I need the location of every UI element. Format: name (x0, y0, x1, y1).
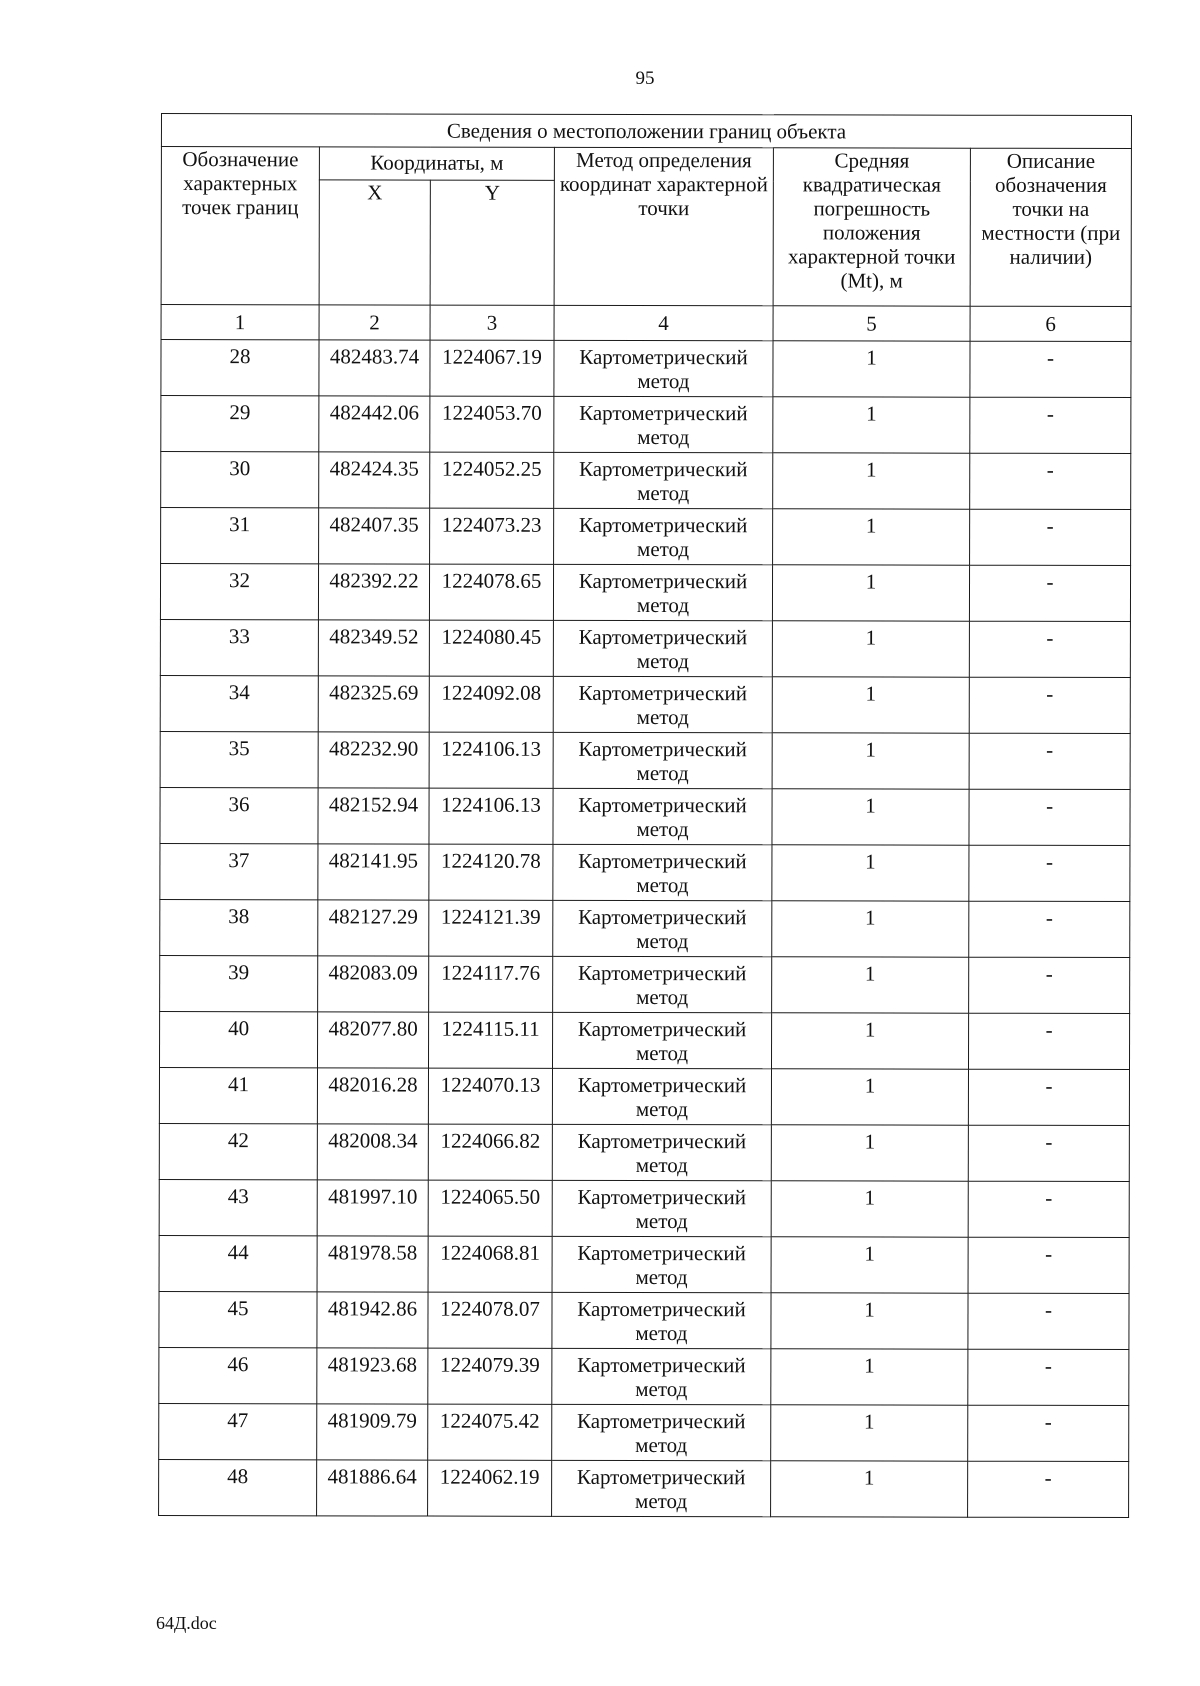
cell-description-text: - (1046, 625, 1054, 650)
header-x: X (319, 180, 430, 305)
cell-method (552, 1124, 771, 1180)
cell-method (553, 1012, 772, 1068)
header-y: Y (430, 180, 554, 305)
table-title: Сведения о местоположении границ объекта (161, 114, 1131, 149)
column-number: 5 (773, 306, 970, 341)
cell-method (552, 1348, 771, 1404)
cell-point (160, 675, 318, 731)
cell-error-text: 1 (865, 849, 876, 874)
cell-error (772, 565, 969, 621)
cell-method-text: Картометрический метод (579, 400, 748, 450)
cell-description (968, 1125, 1129, 1181)
cell-y-text: 1224062.19 (439, 1464, 540, 1489)
column-number: 4 (554, 305, 773, 340)
cell-description-text: - (1046, 737, 1054, 762)
cell-error-text: 1 (865, 569, 877, 594)
cell-y (429, 620, 553, 676)
cell-error (771, 1405, 968, 1461)
table-row (160, 955, 1130, 1013)
cell-point (161, 452, 319, 508)
cell-error (772, 789, 969, 845)
cell-x (318, 732, 429, 788)
table-row (160, 564, 1130, 622)
cell-description (968, 1405, 1129, 1461)
table-row (160, 843, 1130, 901)
cell-x-text: 482442.06 (329, 400, 420, 425)
cell-x (317, 1348, 428, 1404)
cell-description-text: - (1046, 793, 1054, 818)
header-point: Обозначение характерных точек границ (161, 147, 319, 305)
cell-y-text: 1224078.65 (441, 568, 542, 593)
table-row (159, 1235, 1129, 1293)
cell-method (553, 732, 772, 788)
cell-y-text: 1224079.39 (439, 1352, 540, 1377)
cell-point (160, 731, 318, 787)
cell-point-text: 40 (228, 1016, 250, 1041)
cell-point (161, 396, 319, 452)
cell-description (969, 621, 1130, 677)
cell-x (319, 396, 430, 452)
cell-x (318, 788, 429, 844)
cell-description-text: - (1044, 1409, 1052, 1434)
cell-x-text: 482483.74 (329, 344, 420, 369)
cell-method-text: Картометрический метод (578, 680, 748, 730)
cell-point (160, 899, 318, 955)
cell-point (160, 955, 318, 1011)
cell-error (772, 621, 969, 677)
cell-y (429, 564, 553, 620)
cell-error (773, 341, 970, 397)
cell-y (428, 1124, 552, 1180)
cell-description-text: - (1045, 1129, 1053, 1154)
cell-y (429, 844, 553, 900)
column-number: 3 (430, 305, 554, 340)
cell-description (970, 341, 1131, 397)
cell-method-text: Картометрический метод (577, 1184, 746, 1234)
cell-y-text: 1224066.82 (440, 1128, 541, 1153)
cell-point-text: 32 (228, 568, 251, 593)
cell-description (970, 509, 1131, 565)
cell-point-text: 48 (227, 1464, 249, 1489)
cell-y (429, 956, 553, 1012)
cell-error-text: 1 (863, 1409, 875, 1434)
cell-description (970, 453, 1131, 509)
column-number: 1 (161, 305, 319, 340)
cell-description (969, 789, 1130, 845)
cell-method-text: Картометрический метод (578, 512, 748, 562)
cell-y (428, 1292, 552, 1348)
cell-error-text: 1 (865, 905, 876, 930)
cell-point-text: 43 (227, 1184, 249, 1209)
cell-method (553, 620, 772, 676)
header-error: Средняя квадратическая погрешность положения характерной точки (Mt), м (773, 148, 970, 306)
table-row (159, 1067, 1129, 1125)
cell-description (969, 733, 1130, 789)
cell-x-text: 482077.80 (328, 1016, 418, 1041)
cell-method-text: Картометрический метод (576, 1464, 746, 1514)
cell-x (317, 1236, 428, 1292)
cell-y (428, 1348, 552, 1404)
cell-error-text: 1 (864, 1073, 876, 1098)
table-row (160, 675, 1130, 733)
cell-x-text: 482141.95 (328, 848, 419, 873)
cell-method-text: Картометрический метод (578, 848, 747, 898)
cell-y (429, 788, 553, 844)
cell-description (969, 565, 1130, 621)
cell-point (160, 1011, 318, 1067)
cell-y-text: 1224075.42 (439, 1408, 540, 1433)
cell-description (968, 1181, 1129, 1237)
cell-y (428, 1460, 552, 1516)
cell-error (771, 1461, 968, 1517)
cell-error (772, 845, 969, 901)
cell-point (159, 1179, 317, 1235)
cell-point-text: 37 (228, 848, 250, 873)
table-row (159, 1179, 1129, 1237)
cell-method-text: Картометрический метод (578, 624, 748, 674)
cell-method-text: Картометрический метод (578, 456, 748, 506)
cell-description (968, 1237, 1129, 1293)
cell-method (553, 844, 772, 900)
cell-x-text: 482127.29 (328, 904, 418, 929)
cell-point-text: 28 (229, 344, 251, 369)
cell-x-text: 482008.34 (328, 1128, 418, 1153)
cell-method (553, 676, 772, 732)
cell-y (430, 340, 554, 396)
cell-y (430, 452, 554, 508)
cell-method-text: Картометрический метод (577, 1072, 747, 1122)
cell-x-text: 481909.79 (327, 1408, 417, 1433)
cell-description (968, 1069, 1129, 1125)
table-row (159, 1403, 1129, 1461)
cell-error-text: 1 (864, 1017, 876, 1042)
cell-point (160, 619, 318, 675)
header-description: Описание обозначения точки на местности (при наличии) (970, 148, 1131, 306)
cell-description-text: - (1046, 345, 1055, 370)
cell-y-text: 1224080.45 (441, 624, 542, 649)
cell-error (772, 901, 969, 957)
cell-y-text: 1224106.13 (441, 736, 542, 761)
table-row (159, 1347, 1129, 1405)
cell-x (319, 452, 430, 508)
cell-error-text: 1 (865, 681, 877, 706)
cell-point (159, 1459, 317, 1515)
cell-description (970, 397, 1131, 453)
cell-y (430, 508, 554, 564)
cell-x (318, 900, 429, 956)
cell-x-text: 482424.35 (329, 456, 419, 481)
cell-x-text: 481886.64 (327, 1464, 417, 1489)
cell-y-text: 1224120.78 (441, 848, 541, 873)
cell-description (969, 845, 1130, 901)
cell-y-text: 1224052.25 (441, 456, 542, 481)
cell-y (429, 900, 553, 956)
cell-description-text: - (1045, 905, 1053, 930)
cell-y-text: 1224115.11 (441, 1016, 540, 1041)
cell-point-text: 30 (229, 456, 251, 481)
cell-method (552, 1068, 771, 1124)
cell-method-text: Картометрический метод (577, 1408, 746, 1458)
cell-y-text: 1224067.19 (442, 344, 542, 369)
cell-description-text: - (1046, 569, 1054, 594)
cell-method-text: Картометрический метод (577, 1240, 746, 1290)
cell-y (429, 676, 553, 732)
cell-point (159, 1123, 317, 1179)
cell-error-text: 1 (865, 793, 876, 818)
cell-x (317, 1292, 428, 1348)
cell-method-text: Картометрический метод (577, 1128, 747, 1178)
cell-error (771, 1293, 968, 1349)
cell-error (773, 453, 970, 509)
cell-y-text: 1224065.50 (440, 1184, 541, 1209)
cell-y-text: 1224092.08 (441, 680, 542, 705)
column-number: 2 (319, 305, 430, 340)
cell-description-text: - (1045, 1017, 1053, 1042)
cell-y-text: 1224078.07 (440, 1296, 540, 1321)
cell-x-text: 482232.90 (329, 736, 419, 761)
cell-error-text: 1 (866, 401, 877, 426)
cell-y-text: 1224106.13 (441, 792, 541, 817)
cell-y (428, 1068, 552, 1124)
cell-description-text: - (1046, 513, 1054, 538)
cell-description-text: - (1045, 849, 1053, 874)
table-row (160, 787, 1130, 845)
cell-error-text: 1 (865, 513, 877, 538)
cell-method (552, 1404, 771, 1460)
header-method: Метод определения координат характерной точки (554, 147, 773, 305)
cell-method-text: Картометрический метод (577, 960, 747, 1010)
cell-point-text: 38 (228, 904, 250, 929)
cell-x-text: 481978.58 (327, 1240, 418, 1265)
cell-method-text: Картометрический метод (577, 1352, 746, 1402)
cell-method-text: Картометрический метод (578, 568, 748, 618)
cell-x-text: 482407.35 (329, 512, 419, 537)
cell-method (552, 1460, 771, 1516)
cell-description (969, 957, 1130, 1013)
cell-y (429, 732, 553, 788)
cell-point (161, 340, 319, 396)
cell-x (318, 676, 429, 732)
cell-x-text: 481997.10 (328, 1184, 418, 1209)
cell-x-text: 482152.94 (328, 792, 419, 817)
cell-error (771, 1013, 968, 1069)
boundary-coordinates-table (158, 113, 1132, 1518)
cell-point (161, 508, 319, 564)
cell-method-text: Картометрический метод (577, 1296, 746, 1346)
cell-error-text: 1 (866, 345, 877, 370)
cell-x-text: 482325.69 (329, 680, 419, 705)
header-coordinates: Координаты, м (319, 147, 554, 180)
table-row (161, 508, 1131, 566)
cell-error-text: 1 (864, 1185, 876, 1210)
table-row (160, 1011, 1130, 1069)
cell-point-text: 33 (228, 624, 250, 649)
cell-point (159, 1403, 317, 1459)
cell-method (554, 396, 773, 452)
cell-error-text: 1 (865, 737, 876, 762)
cell-error (773, 397, 970, 453)
cell-x (317, 1460, 428, 1516)
cell-point-text: 34 (228, 680, 250, 705)
cell-method (553, 788, 772, 844)
cell-method (553, 564, 772, 620)
boundary-table-wrapper (158, 113, 1132, 1518)
cell-method-text: Картометрический метод (577, 1016, 747, 1066)
cell-y (430, 396, 554, 452)
cell-description (968, 1461, 1129, 1517)
page-number: 95 (635, 68, 655, 89)
cell-point-text: 29 (229, 400, 251, 425)
cell-error (771, 1069, 968, 1125)
cell-error-text: 1 (865, 457, 877, 482)
cell-x-text: 482349.52 (329, 624, 419, 649)
cell-description (968, 1349, 1129, 1405)
cell-x (318, 1012, 429, 1068)
cell-description (969, 901, 1130, 957)
table-row (159, 1459, 1129, 1517)
cell-x (318, 620, 429, 676)
cell-point-text: 36 (228, 792, 250, 817)
cell-method (552, 1236, 771, 1292)
column-number: 6 (970, 306, 1131, 341)
cell-description-text: - (1045, 961, 1053, 986)
cell-x (318, 956, 429, 1012)
table-row (160, 731, 1130, 789)
cell-method (553, 956, 772, 1012)
cell-point-text: 44 (227, 1240, 249, 1265)
cell-x (319, 340, 430, 396)
table-row (159, 1123, 1129, 1181)
cell-method-text: Картометрический метод (578, 736, 747, 786)
cell-y (428, 1180, 552, 1236)
cell-x (317, 1124, 428, 1180)
table-row (159, 1291, 1129, 1349)
cell-error (771, 1125, 968, 1181)
cell-description-text: - (1046, 401, 1054, 426)
cell-method-text: Картометрический метод (579, 344, 748, 394)
cell-method-text: Картометрический метод (578, 904, 747, 954)
cell-point (160, 787, 318, 843)
cell-description (969, 677, 1130, 733)
cell-error (772, 957, 969, 1013)
cell-point-text: 46 (227, 1352, 249, 1377)
cell-point (160, 843, 318, 899)
cell-point-text: 31 (229, 512, 251, 537)
cell-error (773, 509, 970, 565)
cell-point (160, 564, 318, 620)
footer-filename: 64Д.doc (156, 1613, 217, 1633)
cell-error-text: 1 (864, 1129, 876, 1154)
cell-y-text: 1224073.23 (441, 512, 542, 537)
table-row (160, 619, 1130, 677)
cell-method (554, 452, 773, 508)
cell-y (428, 1236, 552, 1292)
cell-y (428, 1404, 552, 1460)
cell-error-text: 1 (864, 1353, 875, 1378)
cell-x-text: 481942.86 (327, 1296, 418, 1321)
cell-y-text: 1224121.39 (440, 904, 541, 929)
cell-point-text: 47 (227, 1408, 249, 1433)
cell-y-text: 1224117.76 (441, 960, 541, 985)
cell-method (553, 900, 772, 956)
cell-method-text: Картометрический метод (578, 792, 747, 842)
cell-y-text: 1224053.70 (441, 400, 542, 425)
cell-x-text: 482016.28 (328, 1072, 418, 1097)
cell-x-text: 481923.68 (327, 1352, 418, 1377)
cell-description-text: - (1045, 1241, 1053, 1266)
cell-point (159, 1067, 317, 1123)
cell-error (771, 1237, 968, 1293)
cell-method (554, 340, 773, 396)
cell-point-text: 41 (227, 1072, 249, 1097)
table-row (161, 396, 1131, 454)
cell-description-text: - (1046, 681, 1054, 706)
cell-point-text: 39 (228, 960, 250, 985)
cell-point (159, 1235, 317, 1291)
cell-y-text: 1224068.81 (440, 1240, 541, 1265)
cell-point-text: 35 (228, 736, 250, 761)
cell-error-text: 1 (864, 1241, 875, 1266)
table-row (160, 899, 1130, 957)
cell-y-text: 1224070.13 (440, 1072, 541, 1097)
cell-method (552, 1180, 771, 1236)
cell-error (771, 1181, 968, 1237)
cell-y (429, 1012, 553, 1068)
cell-x (317, 1068, 428, 1124)
cell-description-text: - (1045, 1073, 1053, 1098)
cell-point-text: 45 (227, 1296, 249, 1321)
cell-x-text: 482083.09 (328, 960, 418, 985)
cell-description-text: - (1045, 1185, 1053, 1210)
cell-error-text: 1 (864, 961, 876, 986)
table-body (159, 340, 1132, 1518)
cell-error (772, 733, 969, 789)
cell-error-text: 1 (864, 1297, 875, 1322)
cell-description-text: - (1044, 1465, 1052, 1490)
cell-description (968, 1013, 1129, 1069)
cell-x (318, 564, 429, 620)
cell-point (159, 1291, 317, 1347)
cell-x (318, 844, 429, 900)
cell-x (319, 508, 430, 564)
cell-method (552, 1292, 771, 1348)
cell-error (771, 1349, 968, 1405)
cell-error-text: 1 (863, 1465, 875, 1490)
cell-description-text: - (1044, 1353, 1052, 1378)
cell-description-text: - (1045, 1297, 1053, 1322)
cell-x (317, 1180, 428, 1236)
cell-description-text: - (1046, 457, 1054, 482)
table-row (161, 340, 1131, 398)
cell-point (159, 1347, 317, 1403)
cell-error (772, 677, 969, 733)
cell-x-text: 482392.22 (329, 568, 419, 593)
cell-x (317, 1404, 428, 1460)
cell-point-text: 42 (227, 1128, 249, 1153)
column-number-row (161, 305, 1131, 342)
cell-error-text: 1 (865, 625, 877, 650)
cell-description (968, 1293, 1129, 1349)
cell-method (554, 508, 773, 564)
table-row (161, 452, 1131, 510)
